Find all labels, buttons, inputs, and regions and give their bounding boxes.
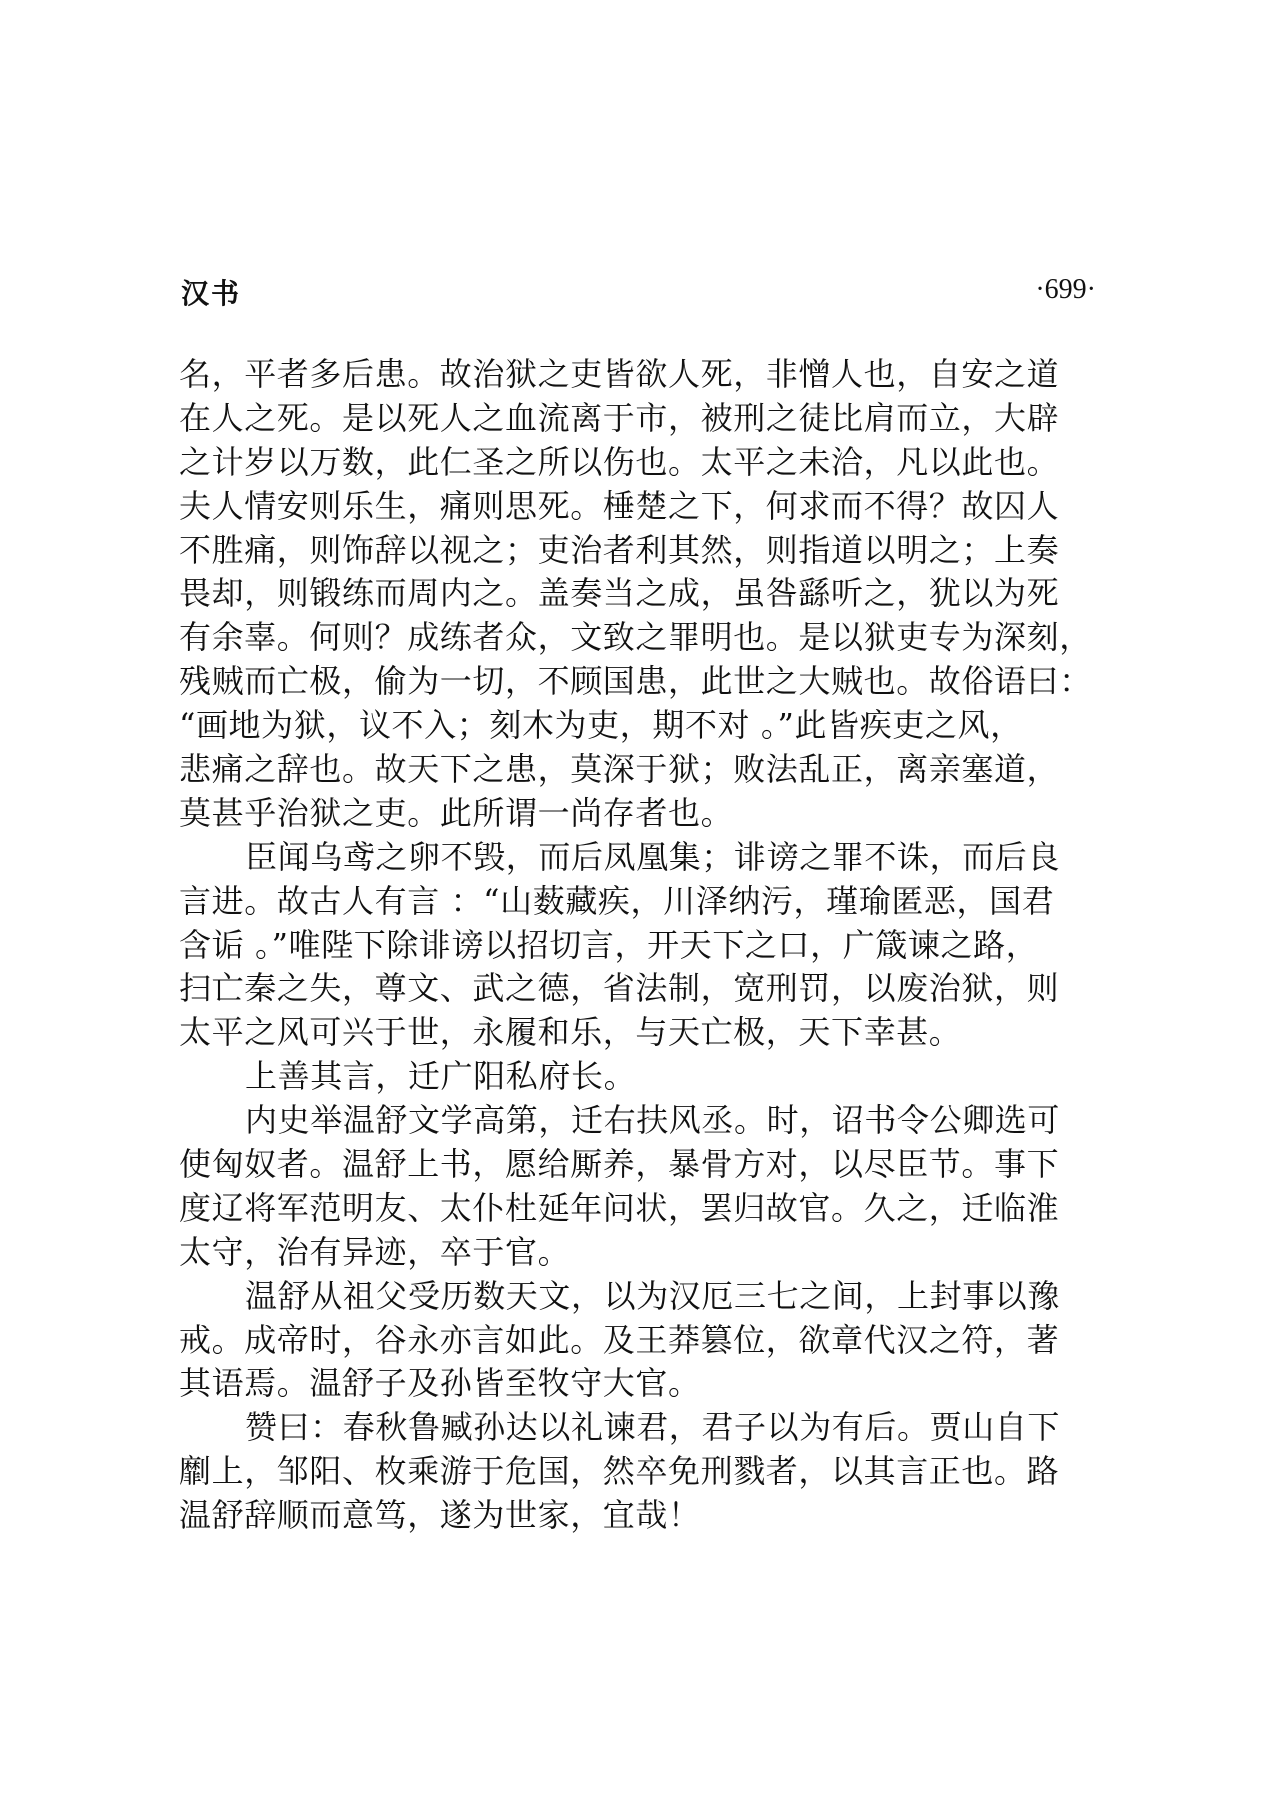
paragraph-start-line: 温舒从祖父受历数天文，以为汉厄三七之间，上封事以豫 [245, 1276, 1061, 1315]
text-line: 莫甚乎治狱之吏。此所谓一尚存者也。 [179, 793, 734, 832]
page-header [181, 272, 1096, 312]
paragraph-start-line: 内史举温舒文学高第，迁右扶风丞。时，诏书令公卿选可 [245, 1101, 1061, 1140]
text-line: 夫人情安则乐生，痛则思死。棰楚之下，何求而不得？故囚人 [179, 486, 1060, 525]
text-line: 扫亡秦之失，尊文、武之德，省法制，宽刑罚，以废治狱，则 [179, 969, 1060, 1008]
text-line: 其语焉。温舒子及孙皆至牧守大官。 [179, 1364, 701, 1403]
text-line: 悲痛之辞也。故天下之患，莫深于狱；败法乱正，离亲塞道， [179, 750, 1060, 789]
book-title: 汉书 [181, 277, 242, 310]
text-line: 太守，治有异迹，卒于官。 [179, 1232, 571, 1271]
text-line: 使匈奴者。温舒上书，愿给厮养，暴骨方对，以尽臣节。事下 [179, 1145, 1060, 1184]
paragraph-start-line: 臣闻乌鸢之卵不毁，而后凤凰集；诽谤之罪不诛，而后良 [245, 837, 1061, 876]
paragraph-start-line: 上善其言，迁广阳私府长。 [245, 1057, 637, 1096]
text-line: 太平之风可兴于世，永履和乐，与天亡极，天下幸甚。 [179, 1013, 962, 1052]
text-line: 有余辜。何则？成练者众，文致之罪明也。是以狱吏专为深刻， [179, 618, 1092, 657]
text-line: 残贼而亡极，偷为一切，不顾国患，此世之大贼也。故俗语曰： [179, 662, 1092, 701]
text-line: 劘上，邹阳、枚乘游于危国，然卒免刑戮者，以其言正也。路 [179, 1452, 1060, 1491]
text-line: 言进。故古人有言 ：“山薮藏疾，川泽纳污，瑾瑜匿恶，国君 [179, 881, 1055, 920]
text-line: 温舒辞顺而意笃，遂为世家，宜哉！ [179, 1496, 701, 1535]
text-line: 度辽将军范明友、太仆杜延年问状，罢归故官。久之，迁临淮 [179, 1188, 1060, 1227]
text-line: “画地为狱，议不入；刻木为吏，期不对 。”此皆疾吏之风， [179, 706, 1023, 745]
page-number: ·699· [1035, 274, 1096, 305]
text-line: 名，平者多后患。故治狱之吏皆欲人死，非憎人也，自安之道 [179, 355, 1060, 393]
body-text [179, 353, 1104, 1538]
text-line: 含诟 。”唯陛下除诽谤以招切言，开天下之口，广箴谏之路， [179, 925, 1039, 964]
text-line: 戒。成帝时，谷永亦言如此。及王莽篡位，欲章代汉之符，著 [179, 1320, 1060, 1359]
text-line: 畏却，则锻练而周内之。盖奏当之成，虽咎繇听之，犹以为死 [179, 574, 1060, 613]
text-line: 在人之死。是以死人之血流离于市，被刑之徒比肩而立，大辟 [179, 398, 1060, 437]
paragraph-start-line: 赞曰：春秋鲁臧孙达以礼谏君，君子以为有后。贾山自下 [245, 1408, 1061, 1447]
text-line: 之计岁以万数，此仁圣之所以伤也。太平之未洽，凡以此也。 [179, 442, 1060, 481]
text-line: 不胜痛，则饰辞以视之；吏治者利其然，则指道以明之；上奏 [179, 530, 1060, 569]
